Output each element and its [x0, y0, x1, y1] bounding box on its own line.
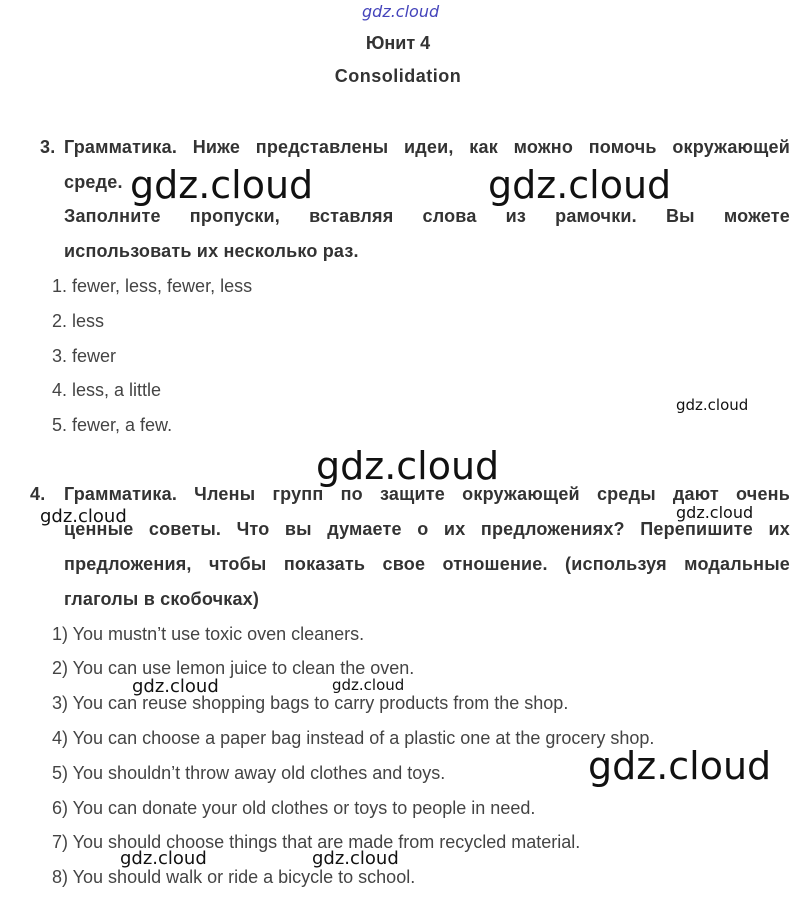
watermark-1: gdz.cloud — [130, 163, 314, 207]
task3-line-4: использовать их несколько раз. — [64, 241, 359, 261]
task4-number: 4. — [30, 484, 46, 504]
task4-answer-1: 1) You mustn’t use toxic oven cleaners. — [52, 624, 365, 644]
unit-title: Юнит 4 — [365, 33, 431, 53]
watermark-7: gdz.cloud — [132, 676, 219, 697]
task3-answer-2: 2. less — [52, 311, 105, 331]
task4-line-1: Грамматика. Члены групп по защите окружающей среды дают очень — [64, 484, 790, 504]
task3-answer-4: 4. less, a little — [52, 380, 162, 400]
watermark-10: gdz.cloud — [120, 848, 207, 869]
watermark-2: gdz.cloud — [488, 163, 672, 207]
watermark-6: gdz.cloud — [40, 506, 127, 527]
task3-answer-1: 1. fewer, less, fewer, less — [52, 276, 253, 296]
watermark-top: gdz.cloud — [362, 2, 440, 21]
task4-answer-8: 8) You should walk or ride a bicycle to school. — [52, 867, 416, 887]
watermark-3: gdz.cloud — [676, 396, 749, 414]
unit-subtitle: Consolidation — [334, 66, 462, 86]
task3-answer-3: 3. fewer — [52, 346, 117, 366]
task3-answer-5: 5. fewer, a few. — [52, 415, 173, 435]
task4-answer-2: 2) You can use lemon juice to clean the oven. — [52, 658, 415, 678]
watermark-8: gdz.cloud — [332, 676, 405, 694]
watermark-9: gdz.cloud — [588, 744, 772, 788]
task3-number: 3. — [40, 137, 56, 157]
task4-line-3: предложения, чтобы показать свое отношение. (используя модальные — [64, 554, 790, 574]
task4-line-2: ценные советы. Что вы думаете о их предложениях? Перепишите их — [64, 519, 790, 539]
task4-answer-7: 7) You should choose things that are made from recycled material. — [52, 832, 581, 852]
task4-answer-6: 6) You can donate your old clothes or toys to people in need. — [52, 798, 536, 818]
watermark-4: gdz.cloud — [316, 444, 500, 488]
task4-answer-3: 3) You can reuse shopping bags to carry products from the shop. — [52, 693, 569, 713]
task4-answer-5: 5) You shouldn’t throw away old clothes and toys. — [52, 763, 446, 783]
watermark-5: gdz.cloud — [676, 503, 754, 522]
watermark-11: gdz.cloud — [312, 848, 399, 869]
task3-line-3: Заполните пропуски, вставляя слова из рамочки. Вы можете — [64, 206, 790, 226]
task4-line-4: глаголы в скобочках) — [64, 589, 260, 609]
task3-line-2: среде. — [64, 172, 123, 192]
task4-answer-4: 4) You can choose a paper bag instead of a plastic one at the grocery shop. — [52, 728, 655, 748]
task3-line-1: Грамматика. Ниже представлены идеи, как можно помочь окружающей — [64, 137, 790, 157]
